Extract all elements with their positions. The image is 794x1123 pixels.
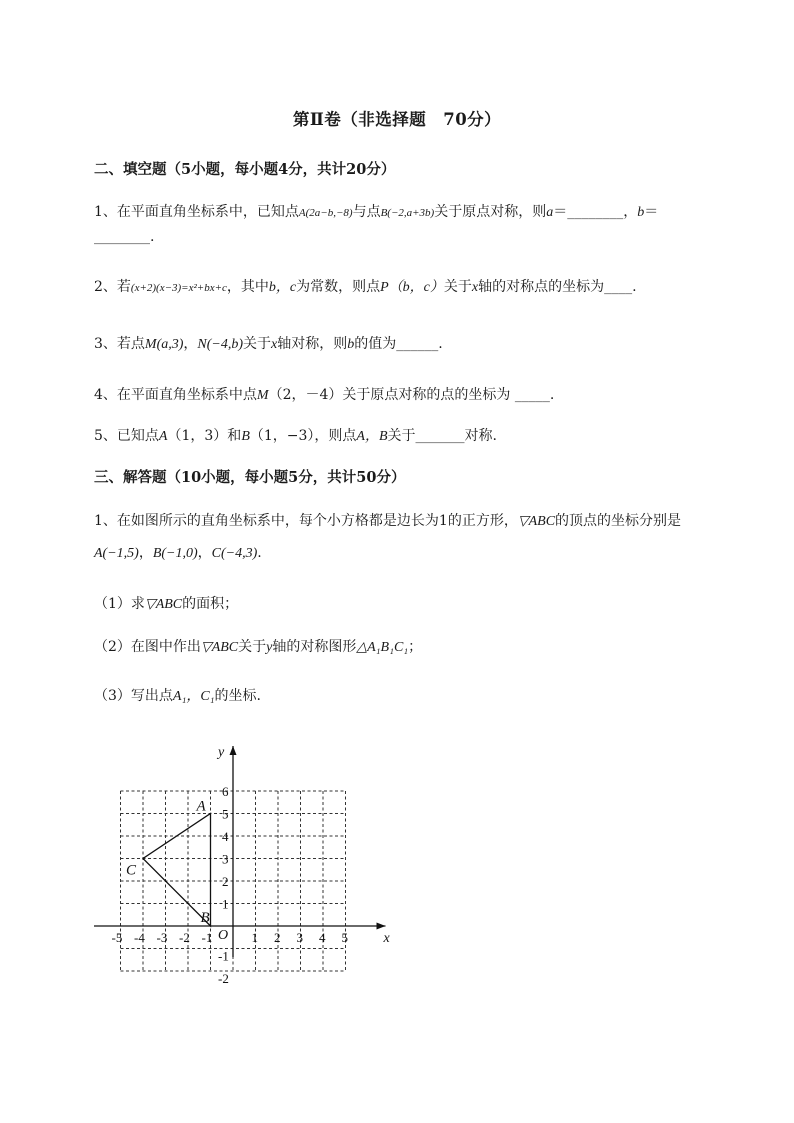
point-label-b: B: [200, 910, 210, 926]
x-axis-arrow: [377, 923, 386, 930]
answer-part-3: （3）写出点A₁，C₁的坐标.: [94, 688, 261, 704]
x-tick-label: -3: [156, 930, 168, 945]
y-axis-label: y: [218, 745, 225, 760]
y-axis-arrow: [230, 746, 237, 755]
y-tick-label: 3: [222, 851, 229, 867]
answer-question-1-vertices: A(−1,5)，B(−1,0)，C(−4,3).: [94, 545, 262, 561]
x-tick-label: -5: [111, 930, 123, 945]
fill-question-1: 1、在平面直角坐标系中，已知点A(2a−b,−8)与点B(−2,a+3b)关于原点对称，则a＝________，b＝: [94, 204, 659, 220]
y-tick-label: 2: [222, 874, 229, 889]
y-tick-label: 5: [222, 806, 229, 822]
x-tick-label: -1: [201, 930, 213, 945]
y-tick-label: -2: [218, 971, 229, 986]
coordinate-plane: [92, 742, 392, 997]
page-title: 第Ⅱ卷（非选择题 70分）: [292, 110, 502, 129]
y-tick-label: 6: [222, 784, 229, 799]
x-tick-label: -2: [179, 930, 190, 945]
x-tick-label: 5: [341, 930, 348, 945]
x-tick-label: 3: [296, 930, 303, 945]
x-tick-label: -4: [134, 930, 145, 945]
x-tick-label: 2: [274, 930, 281, 945]
x-axis-label: x: [383, 931, 390, 946]
fill-question-1-blank: ________.: [94, 229, 155, 245]
x-tick-label: 4: [319, 930, 326, 945]
fill-question-5: 5、已知点A（1，3）和B（1，−3），则点A，B关于_______对称.: [94, 428, 497, 444]
y-tick-label: -1: [218, 948, 229, 964]
answer-part-2: （2）在图中作出▽ABC关于y轴的对称图形△A₁B₁C₁；: [94, 639, 423, 655]
point-label-c: C: [126, 862, 137, 879]
x-tick-label: 1: [251, 930, 258, 945]
origin-label: O: [218, 928, 229, 943]
fill-question-2: 2、若(x+2)(x−3)=x²+bx+c，其中b，c为常数，则点P（b，c）关于x轴的对称点的坐标为____.: [94, 279, 637, 295]
fill-question-3: 3、若点M(a,3)，N(−4,b)关于x轴对称，则b的值为______.: [94, 336, 443, 352]
y-tick-label: 4: [222, 829, 229, 844]
fill-question-4: 4、在平面直角坐标系中点M（2，－4）关于原点对称的点的坐标为 _____.: [94, 387, 555, 403]
answer-question-1: 1、在如图所示的直角坐标系中，每个小方格都是边长为1的正方形，▽ABC的顶点的坐标分别是: [94, 513, 682, 529]
section-heading-fill-in: 二、填空题（5小题，每小题4分，共计20分）: [94, 161, 396, 178]
coordinate-figure: [92, 742, 392, 997]
answer-part-1: （1）求▽ABC的面积；: [94, 596, 239, 612]
point-label-a: A: [196, 798, 206, 815]
y-tick-label: 1: [222, 896, 229, 912]
section-heading-answer: 三、解答题（10小题，每小题5分，共计50分）: [94, 469, 406, 486]
